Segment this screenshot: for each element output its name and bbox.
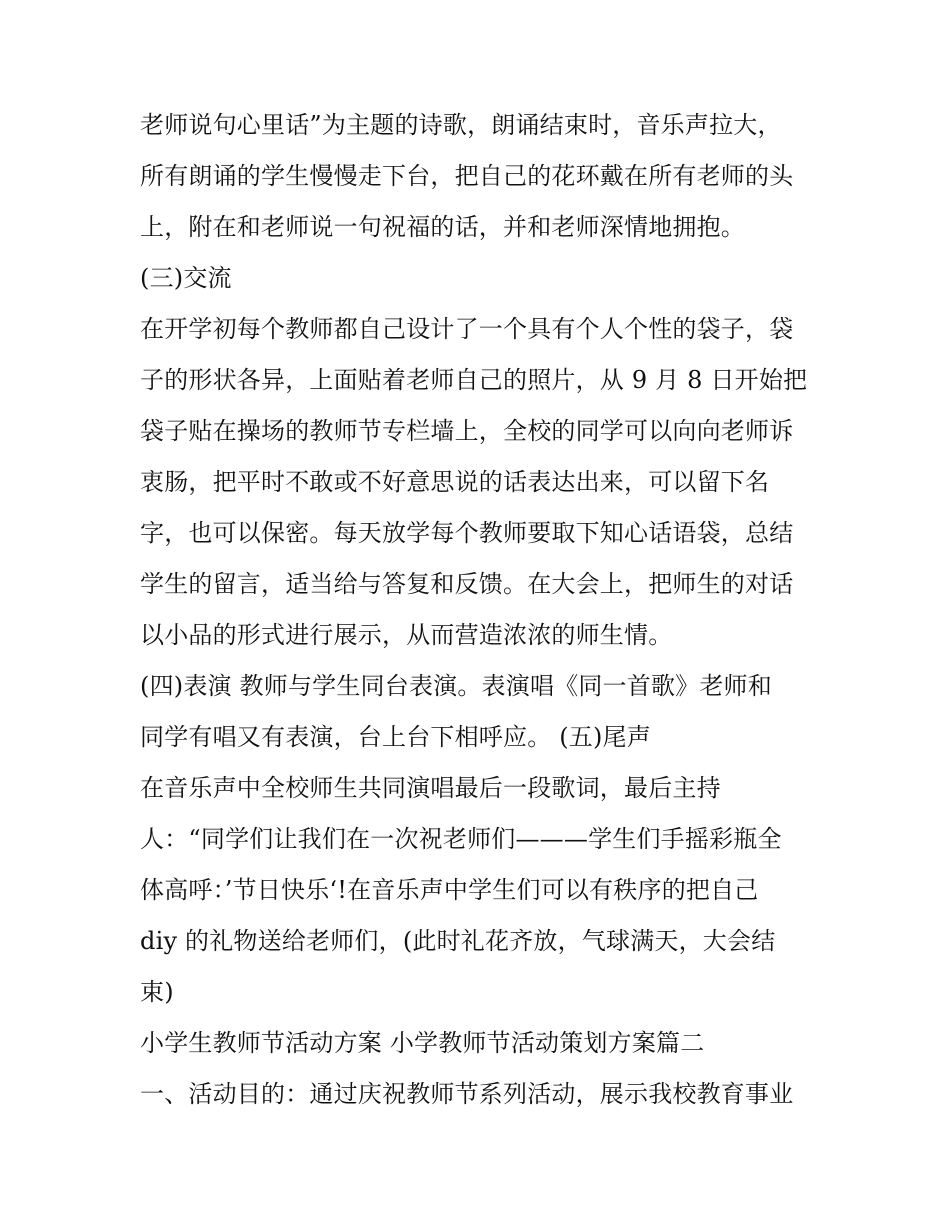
text-line: 在音乐声中全校师生共同演唱最后一段歌词，最后主持 (140, 774, 721, 802)
text-line: 上，附在和老师说一句祝福的话，并和老师深情地拥抱。 (140, 213, 745, 241)
text-line: 以小品的形式进行展示，从而营造浓浓的师生情。 (140, 621, 673, 649)
document-body (140, 100, 830, 1120)
text-line: diy 的礼物送给老师们，(此时礼花齐放，气球满天，大会结 (140, 927, 776, 955)
text-line: (四)表演 教师与学生同台表演。表演唱《同一首歌》老师和 (140, 672, 772, 700)
text-line: 体高呼：’节日快乐‘!在音乐声中学生们可以有秩序的把自己 (140, 876, 759, 904)
text-line: 在开学初每个教师都自己设计了一个具有个人个性的袋子，袋 (140, 315, 794, 343)
text-line: 学生的留言，适当给与答复和反馈。在大会上，把师生的对话 (140, 570, 794, 598)
text-line: 衷肠，把平时不敢或不好意思说的话表达出来，可以留下名 (140, 468, 770, 496)
text-line: 所有朗诵的学生慢慢走下台，把自己的花环戴在所有老师的头 (140, 162, 794, 190)
text-line: 一、活动目的：通过庆祝教师节系列活动，展示我校教育事业 (140, 1080, 794, 1108)
section-title: 小学生教师节活动方案 小学教师节活动策划方案篇二 (140, 1029, 705, 1057)
text-line: 同学有唱又有表演，台上台下相呼应。 (五)尾声 (140, 723, 651, 751)
text-line: 字，也可以保密。每天放学每个教师要取下知心话语袋，总结 (140, 519, 794, 547)
text-line: 束) (140, 978, 174, 1006)
text-line: 人：“同学们让我们在一次祝老师们———学生们手摇彩瓶全 (140, 825, 782, 853)
text-line: 子的形状各异，上面贴着老师自己的照片，从 9 月 8 日开始把 (140, 366, 808, 394)
text-line: 袋子贴在操场的教师节专栏墙上，全校的同学可以向向老师诉 (140, 417, 794, 445)
section-heading: (三)交流 (140, 264, 232, 292)
text-line: 老师说句心里话”为主题的诗歌，朗诵结束时，音乐声拉大， (140, 111, 782, 139)
